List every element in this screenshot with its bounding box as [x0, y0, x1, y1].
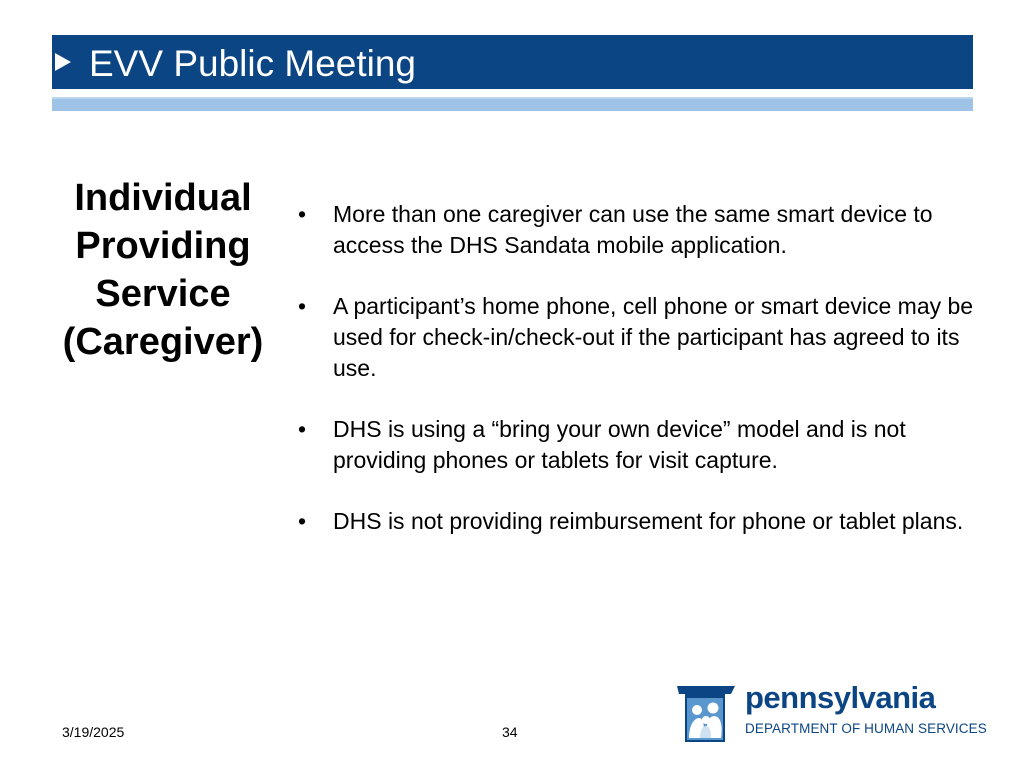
logo-wordmark: pennsylvania [745, 680, 936, 715]
side-heading-line: Service [95, 273, 231, 315]
side-heading [52, 174, 274, 366]
bullet-item [296, 506, 976, 537]
footer-date: 3/19/2025 [62, 724, 125, 740]
footer-page-number: 34 [502, 724, 518, 740]
side-heading-line: Individual [74, 177, 252, 219]
side-heading-line: (Caregiver) [62, 321, 264, 363]
bullet-text: DHS is using a “bring your own device” model and is not providing phones or tablets for visit capture. [333, 416, 906, 473]
bullet-dot-icon: • [298, 293, 307, 319]
side-heading-line: Providing [75, 225, 251, 267]
bullet-text: A participant’s home phone, cell phone or smart device may be used for check-in/check-out if the participant has agreed to its use. [333, 293, 974, 381]
title-arrow-icon [55, 53, 71, 71]
bullet-item [296, 414, 976, 476]
bullet-list [296, 199, 976, 567]
logo-department: DEPARTMENT OF HUMAN SERVICES [745, 721, 987, 736]
bullet-item [296, 199, 976, 261]
bullet-item [296, 291, 976, 384]
slide-title: EVV Public Meeting [89, 43, 417, 84]
keystone-family-icon [673, 680, 739, 746]
title-underline [52, 97, 973, 111]
pa-dhs-logo [673, 680, 987, 746]
bullet-text: DHS is not providing reimbursement for phone or tablet plans. [333, 508, 964, 534]
bullet-dot-icon: • [298, 508, 307, 534]
bullet-dot-icon: • [298, 416, 307, 442]
bullet-dot-icon: • [298, 201, 307, 227]
title-bar [52, 35, 973, 89]
bullet-text: More than one caregiver can use the same smart device to access the DHS Sandata mobile application. [333, 201, 933, 258]
